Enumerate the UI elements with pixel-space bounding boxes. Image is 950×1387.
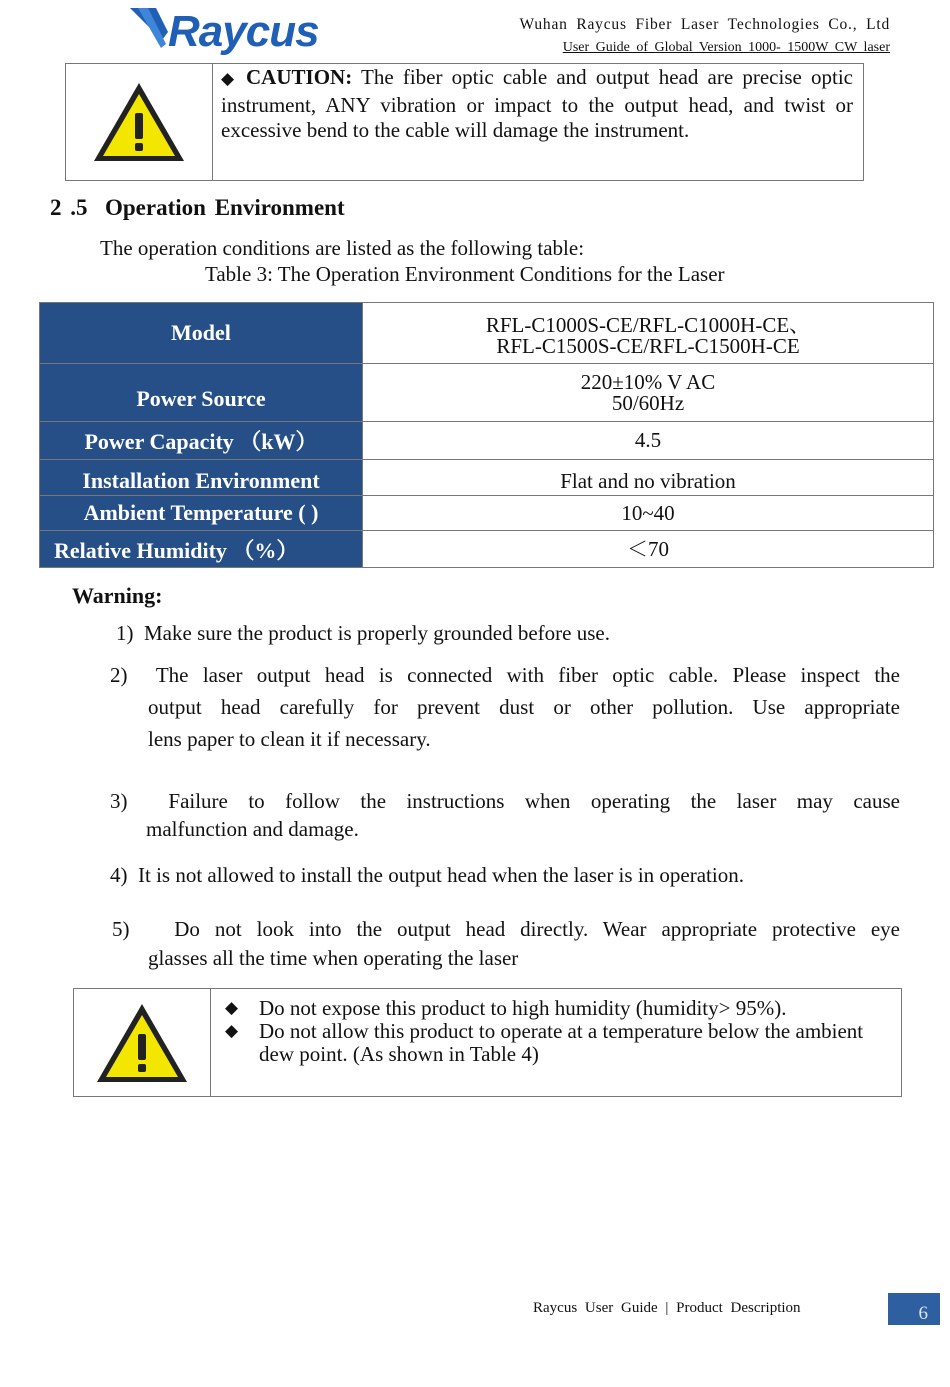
table-row: [40, 531, 934, 568]
warning-item-2-num: 2): [110, 663, 128, 687]
table-row: [40, 303, 934, 364]
logo-text: Raycus: [168, 7, 319, 56]
row-value-installation: Flat and no vibration: [363, 460, 934, 496]
warning-item-5-line1: [112, 915, 900, 944]
warning-item-5-num: 5): [112, 917, 130, 941]
warning-item-1-text: Make sure the product is properly grounded before use.: [144, 621, 610, 645]
row-label-installation: Installation Environment: [40, 460, 363, 496]
caution-text: [213, 64, 863, 180]
warning-item-2-line3: lens paper to clean it if necessary.: [148, 727, 431, 751]
raycus-logo: [128, 4, 333, 56]
row-label-power-source: Power Source: [40, 364, 363, 422]
row-label-relative-humidity: Relative Humidity （%）: [40, 531, 363, 568]
page-number-box: [888, 1293, 940, 1325]
humidity-icon-cell: [74, 989, 211, 1096]
warning-item-1: [116, 621, 610, 646]
power-source-line2: 50/60Hz: [611, 390, 685, 415]
humidity-bullets: [211, 989, 900, 1096]
row-label-ambient-temperature: Ambient Temperature ( ): [40, 496, 363, 531]
warning-item-5-text1: Do not look into the output head directly. Wear appropriate protective eye: [174, 917, 901, 941]
humidity-caution-box: [73, 988, 902, 1097]
humidity-bullet-2-text: Do not allow this product to operate at a temperature below the ambient dew point. (As shown in Table 4): [259, 1019, 864, 1066]
warning-triangle-icon: [94, 1000, 190, 1086]
power-source-line1: 220±10% V AC: [580, 369, 716, 394]
table-caption: Table 3: The Operation Environment Conditions for the Laser: [205, 262, 725, 286]
warning-item-3-text1: Failure to follow the instructions when operating the laser may cause: [168, 789, 900, 813]
humidity-bullet-1-text: Do not expose this product to high humidity (humidity> 95%).: [259, 996, 787, 1020]
row-label-model: Model: [40, 303, 363, 364]
warning-item-4-num: 4): [110, 863, 128, 887]
page-number: 6: [918, 1303, 928, 1324]
row-value-power-source: [363, 364, 934, 422]
row-value-power-capacity: 4.5: [363, 422, 934, 460]
guide-version: User Guide of Global Version 1000- 1500W CW laser: [562, 40, 890, 55]
warning-item-5-line2: glasses all the time when operating the laser: [148, 946, 519, 970]
row-value-model: [363, 303, 934, 364]
warning-item-3-num: 3): [110, 789, 128, 813]
warning-item-4: [110, 863, 744, 888]
company-name: Wuhan Raycus Fiber Laser Technologies Co., Ltd: [519, 16, 890, 33]
warning-item-2-line1: [110, 659, 900, 691]
warning-item-2: [110, 659, 900, 755]
section-heading: [50, 195, 345, 221]
section-title: Operation Environment: [105, 195, 345, 220]
table-row: [40, 422, 934, 460]
warning-title: Warning:: [72, 583, 163, 608]
row-label-power-capacity: Power Capacity （kW）: [40, 422, 363, 460]
caution-icon-cell: [66, 64, 213, 180]
diamond-bullet-icon: ◆: [225, 1021, 239, 1041]
table-row: [40, 496, 934, 531]
row-value-relative-humidity: ＜70: [363, 531, 934, 568]
footer-text: Raycus User Guide | Product Description: [533, 1300, 801, 1316]
row-value-ambient-temperature: 10~40: [363, 496, 934, 531]
warning-item-2-text1: The laser output head is connected with fiber optic cable. Please inspect the: [155, 663, 901, 687]
warning-item-1-num: 1): [116, 621, 134, 645]
environment-table: [39, 302, 934, 568]
diamond-bullet-icon: ◆: [221, 69, 239, 89]
section-intro: The operation conditions are listed as the following table:: [100, 236, 585, 260]
humidity-bullet-1: [225, 997, 890, 1020]
warning-item-4-text: It is not allowed to install the output head when the laser is in operation.: [138, 863, 744, 887]
warning-item-2-line2: output head carefully for prevent dust or other pollution. Use appropriate: [148, 695, 900, 719]
caution-box: [65, 63, 864, 181]
table-row: [40, 460, 934, 496]
humidity-bullet-2: [225, 1020, 890, 1066]
model-line2: RFL-C1500S-CE/RFL-C1500H-CE: [496, 334, 800, 358]
warning-triangle-icon: [91, 79, 187, 165]
diamond-bullet-icon: ◆: [225, 998, 239, 1018]
caution-label: CAUTION:: [246, 65, 353, 89]
section-number: 2 .5: [50, 195, 88, 220]
warning-item-3-line1: [110, 787, 900, 815]
model-line1: RFL-C1000S-CE/RFL-C1000H-CE、: [485, 313, 811, 337]
warning-item-3-line2: malfunction and damage.: [146, 817, 359, 841]
table-row: [40, 364, 934, 422]
caution-body: The fiber optic cable and output head are precise optic instrument, ANY vibration or impact to the output head, and twist or excessive bend to the cable will damage the instrument.: [221, 65, 853, 142]
warning-item-3: [110, 787, 900, 843]
warning-item-5: [112, 915, 900, 973]
